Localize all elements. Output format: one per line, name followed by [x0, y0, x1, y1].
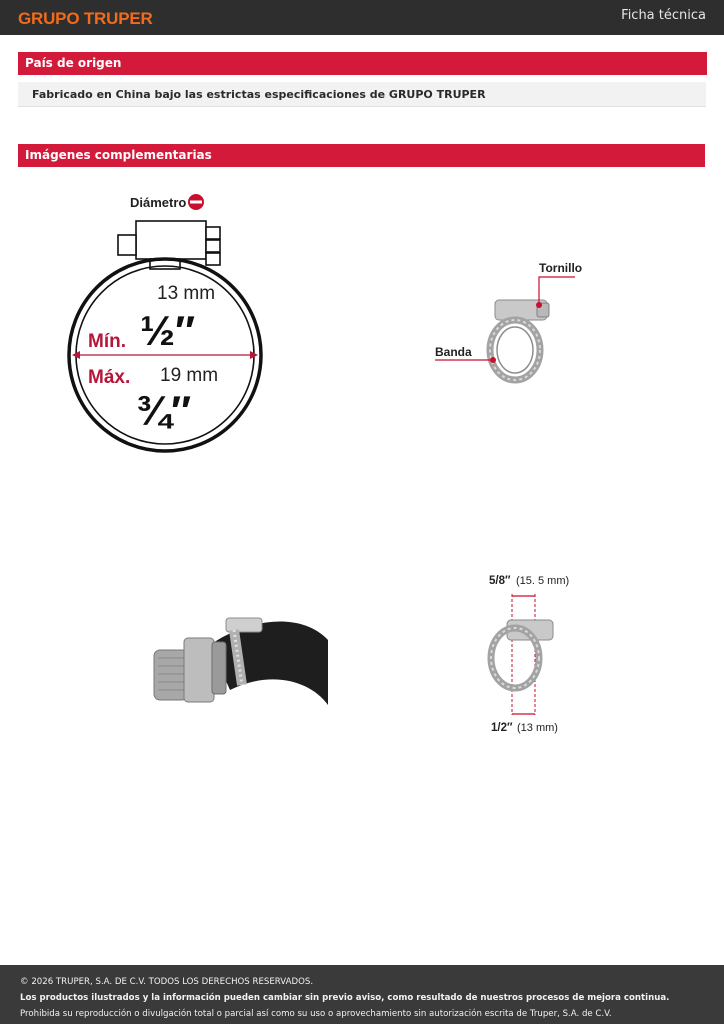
width-top-value: 5/8″ [489, 575, 511, 587]
origin-section-header: País de origen [18, 52, 707, 75]
band-label: Banda [435, 345, 472, 359]
min-label: Mín. [88, 331, 126, 352]
width-top-mm: (15. 5 mm) [516, 575, 570, 587]
diameter-minus-icon [188, 194, 204, 210]
footer-copyright: © 2026 TRUPER, S.A. DE C.V. TODOS LOS DERECHOS RESERVADOS. [20, 977, 314, 987]
hose-clamp-photo [490, 300, 549, 380]
screw-callout-line [539, 277, 575, 303]
clamp-screw-housing [118, 221, 220, 269]
clamp-parts-figure [425, 255, 590, 390]
hose-clamp-photo-2 [491, 620, 553, 688]
screw-label: Tornillo [539, 261, 583, 275]
screw-callout-dot [536, 302, 542, 308]
clamp-width-figure [485, 570, 580, 745]
metal-fitting [154, 638, 226, 702]
diameter-diagram [60, 185, 270, 460]
document-type-label: Ficha técnica [621, 8, 706, 23]
rubber-hose [210, 621, 328, 705]
clamp-on-hose-photo [150, 600, 335, 710]
max-mm-value: 19 mm [160, 365, 219, 386]
footer-notice: Los productos ilustrados y la información pueden cambiar sin previo aviso, como resultado de nuestros procesos de mejora continua. [20, 993, 670, 1003]
origin-text: Fabricado en China bajo las estrictas especificaciones de GRUPO TRUPER [18, 82, 706, 107]
brand-logo: GRUPO TRUPER [18, 9, 153, 28]
images-section-header: Imágenes complementarias [18, 144, 705, 167]
min-mm-value: 13 mm [157, 283, 216, 304]
diameter-label: Diámetro [130, 195, 187, 210]
max-inch-value: ¾″ [136, 387, 192, 434]
band-callout-dot [490, 357, 496, 363]
width-bottom-value: 1/2″ [491, 722, 513, 734]
min-inch-value: ½″ [140, 307, 196, 354]
top-header-bar [0, 0, 724, 35]
max-label: Máx. [88, 367, 131, 388]
width-bottom-mm: (13 mm) [517, 722, 558, 734]
footer-prohibition: Prohibida su reproducción o divulgación total o parcial así como su uso o aprovechamiento sin autorización escrita de Truper, S.A. de C.V. [20, 1009, 612, 1019]
page-footer [0, 965, 724, 1024]
